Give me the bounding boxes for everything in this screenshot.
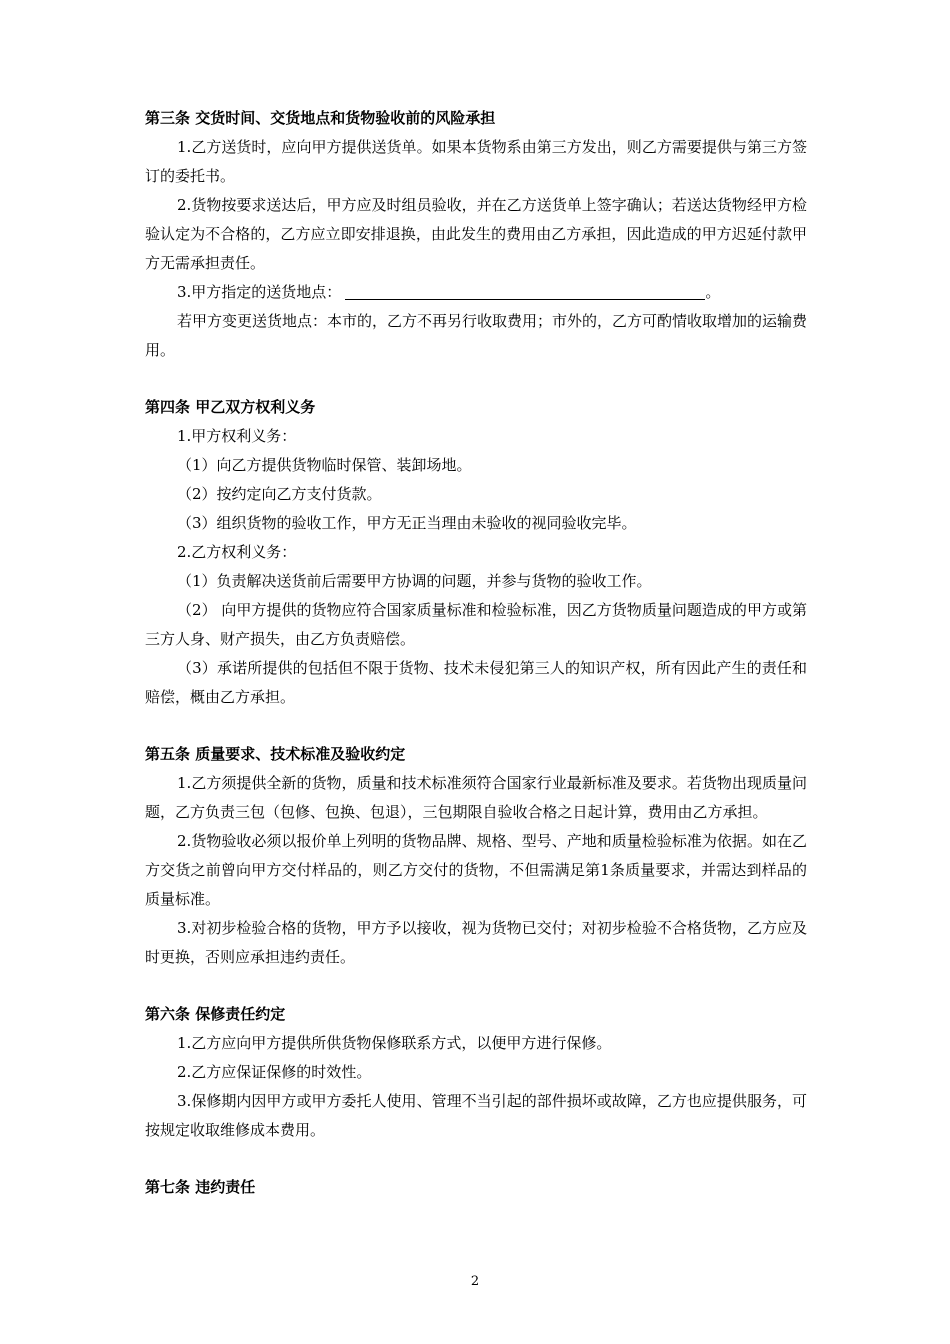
section-title-5: 第五条 质量要求、技术标准及验收约定 [145, 745, 406, 763]
paragraph: （3）承诺所提供的包括但不限于货物、技术未侵犯第三人的知识产权，所有因此产生的责任和赔偿，概由乙方承担。 [145, 659, 807, 706]
paragraph: （1）负责解决送货前后需要甲方协调的问题，并参与货物的验收工作。 [177, 572, 652, 590]
paragraph: 3.保修期内因甲方或甲方委托人使用、管理不当引起的部件损坏或故障，乙方也应提供服务，可按规定收取维修成本费用。 [145, 1092, 807, 1139]
paragraph: （1）向乙方提供货物临时保管、装卸场地。 [177, 456, 472, 474]
section-title-6: 第六条 保修责任约定 [145, 1005, 286, 1023]
section-gap [145, 1145, 807, 1173]
section-title-4: 第四条 甲乙双方权利义务 [145, 398, 316, 416]
delivery-location-blank [345, 283, 705, 300]
document-body [145, 104, 807, 1202]
paragraph: 2.货物验收必须以报价单上列明的货物品牌、规格、型号、产地和质量检验标准为依据。如在乙方交货之前曾向甲方交付样品的，则乙方交付的货物，不但需满足第1条质量要求，并需达到样品的质量标准。 [145, 832, 807, 908]
paragraph: 1.乙方送货时，应向甲方提供送货单。如果本货物系由第三方发出，则乙方需要提供与第三方签订的委托书。 [145, 138, 807, 185]
delivery-location-line [145, 278, 807, 307]
paragraph: （2）按约定向乙方支付货款。 [177, 485, 382, 503]
section-title-3: 第三条 交货时间、交货地点和货物验收前的风险承担 [145, 109, 496, 127]
paragraph: 1.乙方须提供全新的货物，质量和技术标准须符合国家行业最新标准及要求。若货物出现质量问题，乙方负责三包（包修、包换、包退），三包期限自验收合格之日起计算，费用由乙方承担。 [145, 774, 807, 821]
page-number: 2 [470, 1274, 480, 1289]
section-title-7: 第七条 违约责任 [145, 1178, 256, 1196]
paragraph: 若甲方变更送货地点：本市的，乙方不再另行收取费用；市外的，乙方可酌情收取增加的运输费用。 [145, 312, 808, 359]
paragraph: 1.乙方应向甲方提供所供货物保修联系方式，以便甲方进行保修。 [177, 1034, 612, 1052]
section-gap [145, 712, 807, 740]
paragraph: 2.货物按要求送达后，甲方应及时组员验收，并在乙方送货单上签字确认；若送达货物经甲方检验认定为不合格的，乙方应立即安排退换，由此发生的费用由乙方承担，因此造成的甲方迟延付款甲方无需承担责任。 [145, 196, 807, 272]
delivery-location-label: 3.甲方指定的送货地点： [177, 283, 342, 301]
paragraph: （2） 向甲方提供的货物应符合国家质量标准和检验标准，因乙方货物质量问题造成的甲方或第三方人身、财产损失，由乙方负责赔偿。 [145, 601, 807, 648]
paragraph: 1.甲方权利义务： [177, 427, 297, 445]
paragraph: 3.对初步检验合格的货物，甲方予以接收，视为货物已交付；对初步检验不合格货物，乙方应及时更换，否则应承担违约责任。 [145, 919, 807, 966]
paragraph: 2.乙方应保证保修的时效性。 [177, 1063, 372, 1081]
section-gap [145, 365, 807, 393]
paragraph: （3）组织货物的验收工作，甲方无正当理由未验收的视同验收完毕。 [177, 514, 637, 532]
paragraph: 2.乙方权利义务： [177, 543, 297, 561]
delivery-location-end: 。 [705, 283, 721, 301]
section-gap [145, 972, 807, 1000]
